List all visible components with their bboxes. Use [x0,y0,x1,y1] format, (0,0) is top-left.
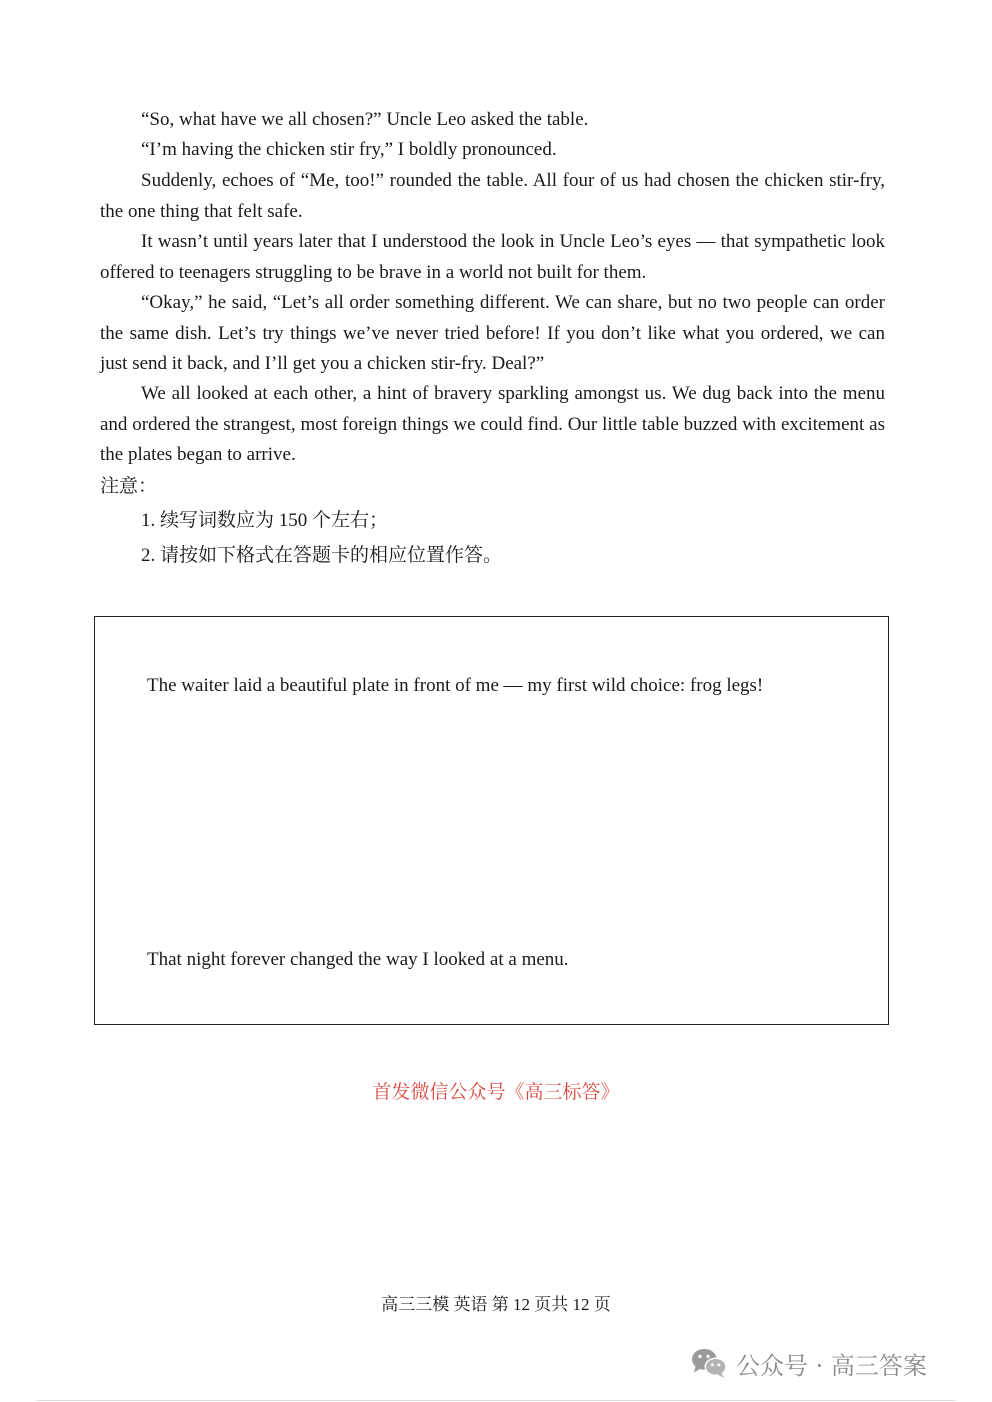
page-footer: 高三三模 英语 第 12 页共 12 页 [381,1295,611,1314]
publisher-note: 首发微信公众号《高三标答》 [372,1082,620,1103]
answer-closing-line: That night forever changed the way I looked at a menu. [147,949,569,970]
answer-opening-line: The waiter laid a beautiful plate in front of me — my first wild choice: frog legs! [147,675,764,696]
story-paragraph-2: “I’m having the chicken stir fry,” I boldly pronounced. [141,139,557,160]
note-item-2: 2. 请按如下格式在答题卡的相应位置作答。 [141,545,503,566]
watermark-text: 公众号 · 高三答案 [736,1351,927,1380]
note-item-1: 1. 续写词数应为 150 个左右； [141,510,389,531]
story-paragraph-1: “So, what have we all chosen?” Uncle Leo asked the table. [141,109,589,130]
story-paragraph-5: “Okay,” he said, “Let’s all order something different. We can share, but no two people can order the same dish. Let’s try things we’ve never tried before! If you don’t like what you ordered, we can just send it back, and I’ll get you a chicken stir-fry. Deal?” [100,292,885,374]
story-paragraph-6: We all looked at each other, a hint of bravery sparkling amongst us. We dug back into the menu and ordered the strangest, most foreign things we could find. Our little table buzzed with excitement as the plates began to arrive. [100,383,885,465]
story-paragraph-4: It wasn’t until years later that I understood the look in Uncle Leo’s eyes — that sympathetic look offered to teenagers struggling to be brave in a world not built for them. [100,231,885,283]
notes-title: 注意： [100,476,158,497]
answer-box [94,616,889,1025]
story-paragraph-3: Suddenly, echoes of “Me, too!” rounded the table. All four of us had chosen the chicken stir-fry, the one thing that felt safe. [100,170,885,222]
wechat-icon [690,1346,728,1380]
watermark [690,1343,927,1383]
bottom-divider [36,1400,956,1401]
